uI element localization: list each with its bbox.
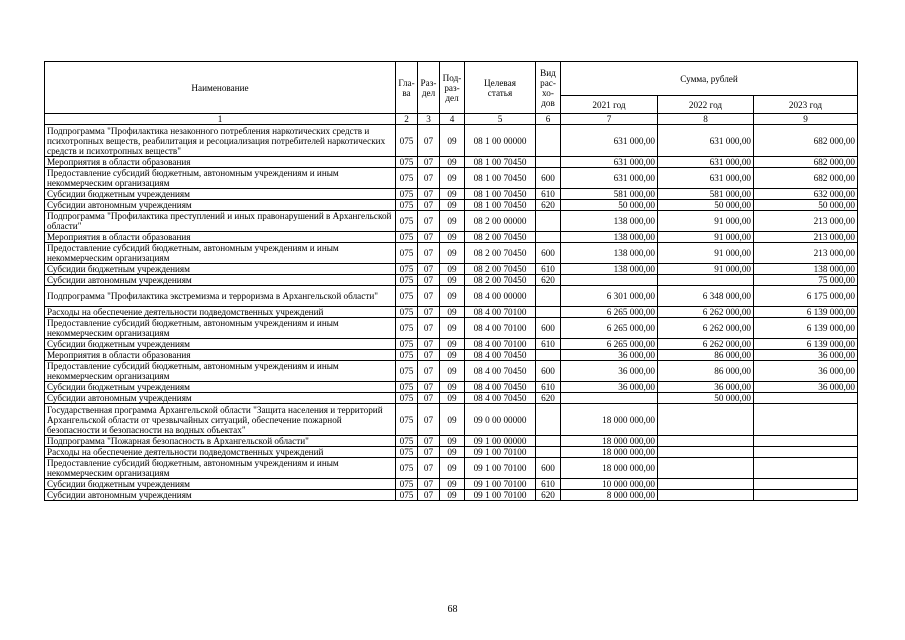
row-vid-cell: 610 bbox=[536, 264, 561, 275]
row-razdel-cell: 07 bbox=[418, 339, 440, 350]
row-name-cell: Мероприятия в области образования bbox=[45, 157, 396, 168]
row-target-cell: 08 4 00 70450 bbox=[465, 382, 536, 393]
row-amount-2021-cell: 10 000 000,00 bbox=[561, 479, 658, 490]
table-row bbox=[45, 361, 858, 382]
row-amount-2022-cell: 6 348 000,00 bbox=[658, 286, 754, 307]
row-vid-cell bbox=[536, 232, 561, 243]
row-name-cell: Предоставление субсидий бюджетным, автономным учреждениям и иным некоммерческим организациям bbox=[45, 361, 396, 382]
row-amount-2022-cell bbox=[658, 404, 754, 436]
row-vid-cell bbox=[536, 404, 561, 436]
row-target-cell: 08 4 00 00000 bbox=[465, 286, 536, 307]
row-name-cell: Подпрограмма "Пожарная безопасность в Архангельской области" bbox=[45, 436, 396, 447]
table-row bbox=[45, 189, 858, 200]
page-number: 68 bbox=[447, 604, 458, 615]
row-vid-cell: 610 bbox=[536, 189, 561, 200]
row-glava-cell: 075 bbox=[396, 232, 418, 243]
row-amount-2021-cell bbox=[561, 275, 658, 286]
row-target-cell: 09 1 00 70100 bbox=[465, 458, 536, 479]
row-podrazdel-cell: 09 bbox=[440, 307, 465, 318]
row-podrazdel-cell: 09 bbox=[440, 318, 465, 339]
row-razdel-cell: 07 bbox=[418, 393, 440, 404]
table-row bbox=[45, 243, 858, 264]
row-target-cell: 08 4 00 70100 bbox=[465, 318, 536, 339]
header-vid: Вид рас- хо- дов bbox=[536, 62, 561, 114]
row-glava-cell: 075 bbox=[396, 307, 418, 318]
column-number: 5 bbox=[465, 114, 536, 125]
table-row bbox=[45, 168, 858, 189]
row-target-cell: 09 1 00 70100 bbox=[465, 447, 536, 458]
row-target-cell: 09 0 00 00000 bbox=[465, 404, 536, 436]
row-target-cell: 08 4 00 70450 bbox=[465, 361, 536, 382]
row-name-cell: Субсидии бюджетным учреждениям bbox=[45, 339, 396, 350]
column-number: 8 bbox=[658, 114, 754, 125]
row-razdel-cell: 07 bbox=[418, 382, 440, 393]
row-name-cell: Расходы на обеспечение деятельности подведомственных учреждений bbox=[45, 307, 396, 318]
table-row bbox=[45, 458, 858, 479]
row-target-cell: 08 2 00 70450 bbox=[465, 243, 536, 264]
row-amount-2021-cell: 138 000,00 bbox=[561, 264, 658, 275]
row-amount-2023-cell: 6 139 000,00 bbox=[754, 339, 858, 350]
row-podrazdel-cell: 09 bbox=[440, 125, 465, 157]
row-razdel-cell: 07 bbox=[418, 404, 440, 436]
header-podrazdel: Под- раз- дел bbox=[440, 62, 465, 114]
row-name-cell: Государственная программа Архангельской области "Защита населения и территорий Архангельской области от чрезвычайных ситуаций, обеспечение пожарной безопасности и безопасности на водных объектах" bbox=[45, 404, 396, 436]
row-razdel-cell: 07 bbox=[418, 200, 440, 211]
row-podrazdel-cell: 09 bbox=[440, 393, 465, 404]
column-number: 7 bbox=[561, 114, 658, 125]
row-razdel-cell: 07 bbox=[418, 189, 440, 200]
row-podrazdel-cell: 09 bbox=[440, 243, 465, 264]
column-number: 6 bbox=[536, 114, 561, 125]
row-podrazdel-cell: 09 bbox=[440, 200, 465, 211]
header-name: Наименование bbox=[45, 62, 396, 114]
row-glava-cell: 075 bbox=[396, 318, 418, 339]
row-amount-2022-cell bbox=[658, 275, 754, 286]
row-razdel-cell: 07 bbox=[418, 350, 440, 361]
row-amount-2023-cell: 75 000,00 bbox=[754, 275, 858, 286]
column-number: 9 bbox=[754, 114, 858, 125]
row-podrazdel-cell: 09 bbox=[440, 339, 465, 350]
row-amount-2022-cell: 581 000,00 bbox=[658, 189, 754, 200]
header-sum: Сумма, рублей bbox=[561, 62, 858, 96]
row-amount-2022-cell bbox=[658, 436, 754, 447]
row-amount-2021-cell: 138 000,00 bbox=[561, 232, 658, 243]
row-amount-2022-cell: 91 000,00 bbox=[658, 243, 754, 264]
row-amount-2021-cell: 18 000 000,00 bbox=[561, 447, 658, 458]
row-name-cell: Предоставление субсидий бюджетным, автономным учреждениям и иным некоммерческим организациям bbox=[45, 458, 396, 479]
row-podrazdel-cell: 09 bbox=[440, 350, 465, 361]
table-row bbox=[45, 393, 858, 404]
row-amount-2023-cell: 682 000,00 bbox=[754, 168, 858, 189]
row-amount-2023-cell: 632 000,00 bbox=[754, 189, 858, 200]
row-target-cell: 08 4 00 70450 bbox=[465, 350, 536, 361]
row-razdel-cell: 07 bbox=[418, 490, 440, 501]
row-vid-cell: 620 bbox=[536, 275, 561, 286]
row-amount-2021-cell: 581 000,00 bbox=[561, 189, 658, 200]
row-amount-2023-cell: 682 000,00 bbox=[754, 125, 858, 157]
row-amount-2021-cell: 6 265 000,00 bbox=[561, 307, 658, 318]
row-razdel-cell: 07 bbox=[418, 361, 440, 382]
row-amount-2023-cell bbox=[754, 479, 858, 490]
table-body bbox=[45, 125, 858, 501]
table-row bbox=[45, 404, 858, 436]
row-amount-2022-cell: 6 262 000,00 bbox=[658, 307, 754, 318]
header-target: Целевая статья bbox=[465, 62, 536, 114]
row-amount-2022-cell: 91 000,00 bbox=[658, 211, 754, 232]
row-amount-2021-cell: 138 000,00 bbox=[561, 211, 658, 232]
table-row bbox=[45, 307, 858, 318]
row-amount-2022-cell: 631 000,00 bbox=[658, 168, 754, 189]
row-name-cell: Субсидии бюджетным учреждениям bbox=[45, 189, 396, 200]
row-name-cell: Расходы на обеспечение деятельности подведомственных учреждений bbox=[45, 447, 396, 458]
row-name-cell: Мероприятия в области образования bbox=[45, 232, 396, 243]
row-amount-2022-cell bbox=[658, 447, 754, 458]
row-amount-2021-cell: 18 000 000,00 bbox=[561, 436, 658, 447]
row-amount-2023-cell bbox=[754, 404, 858, 436]
row-razdel-cell: 07 bbox=[418, 436, 440, 447]
table-row bbox=[45, 264, 858, 275]
row-target-cell: 08 4 00 70100 bbox=[465, 339, 536, 350]
row-amount-2023-cell: 36 000,00 bbox=[754, 350, 858, 361]
row-glava-cell: 075 bbox=[396, 458, 418, 479]
row-vid-cell bbox=[536, 436, 561, 447]
column-number: 4 bbox=[440, 114, 465, 125]
row-podrazdel-cell: 09 bbox=[440, 458, 465, 479]
row-glava-cell: 075 bbox=[396, 168, 418, 189]
row-target-cell: 08 2 00 00000 bbox=[465, 211, 536, 232]
header-glava: Гла- ва bbox=[396, 62, 418, 114]
row-vid-cell: 600 bbox=[536, 361, 561, 382]
row-vid-cell bbox=[536, 211, 561, 232]
row-glava-cell: 075 bbox=[396, 350, 418, 361]
row-vid-cell: 620 bbox=[536, 200, 561, 211]
row-glava-cell: 075 bbox=[396, 447, 418, 458]
row-razdel-cell: 07 bbox=[418, 243, 440, 264]
row-amount-2021-cell: 631 000,00 bbox=[561, 157, 658, 168]
row-target-cell: 08 4 00 70450 bbox=[465, 393, 536, 404]
row-amount-2022-cell: 86 000,00 bbox=[658, 361, 754, 382]
row-vid-cell bbox=[536, 350, 561, 361]
row-vid-cell: 610 bbox=[536, 339, 561, 350]
table-row bbox=[45, 490, 858, 501]
row-amount-2023-cell: 36 000,00 bbox=[754, 382, 858, 393]
table-row bbox=[45, 479, 858, 490]
row-name-cell: Предоставление субсидий бюджетным, автономным учреждениям и иным некоммерческим организациям bbox=[45, 168, 396, 189]
column-number: 3 bbox=[418, 114, 440, 125]
row-razdel-cell: 07 bbox=[418, 168, 440, 189]
row-amount-2022-cell: 6 262 000,00 bbox=[658, 318, 754, 339]
row-vid-cell bbox=[536, 447, 561, 458]
table-row bbox=[45, 275, 858, 286]
row-glava-cell: 075 bbox=[396, 382, 418, 393]
row-razdel-cell: 07 bbox=[418, 264, 440, 275]
row-podrazdel-cell: 09 bbox=[440, 168, 465, 189]
row-amount-2022-cell: 631 000,00 bbox=[658, 125, 754, 157]
row-amount-2021-cell: 631 000,00 bbox=[561, 125, 658, 157]
row-amount-2023-cell: 36 000,00 bbox=[754, 361, 858, 382]
row-podrazdel-cell: 09 bbox=[440, 157, 465, 168]
row-target-cell: 08 1 00 00000 bbox=[465, 125, 536, 157]
row-podrazdel-cell: 09 bbox=[440, 479, 465, 490]
table-row bbox=[45, 382, 858, 393]
row-razdel-cell: 07 bbox=[418, 286, 440, 307]
row-vid-cell: 600 bbox=[536, 458, 561, 479]
row-amount-2021-cell: 8 000 000,00 bbox=[561, 490, 658, 501]
table-row bbox=[45, 436, 858, 447]
row-razdel-cell: 07 bbox=[418, 458, 440, 479]
row-podrazdel-cell: 09 bbox=[440, 404, 465, 436]
row-amount-2021-cell: 631 000,00 bbox=[561, 168, 658, 189]
row-vid-cell: 600 bbox=[536, 243, 561, 264]
row-amount-2023-cell: 6 175 000,00 bbox=[754, 286, 858, 307]
row-name-cell: Субсидии бюджетным учреждениям bbox=[45, 479, 396, 490]
row-razdel-cell: 07 bbox=[418, 318, 440, 339]
row-podrazdel-cell: 09 bbox=[440, 264, 465, 275]
row-amount-2022-cell: 36 000,00 bbox=[658, 382, 754, 393]
row-razdel-cell: 07 bbox=[418, 157, 440, 168]
row-razdel-cell: 07 bbox=[418, 447, 440, 458]
row-razdel-cell: 07 bbox=[418, 307, 440, 318]
row-razdel-cell: 07 bbox=[418, 125, 440, 157]
row-glava-cell: 075 bbox=[396, 436, 418, 447]
row-amount-2021-cell: 6 265 000,00 bbox=[561, 318, 658, 339]
header-razdel: Раз- дел bbox=[418, 62, 440, 114]
budget-table bbox=[44, 61, 858, 501]
table-row bbox=[45, 286, 858, 307]
row-podrazdel-cell: 09 bbox=[440, 211, 465, 232]
row-glava-cell: 075 bbox=[396, 125, 418, 157]
row-amount-2022-cell: 91 000,00 bbox=[658, 264, 754, 275]
row-podrazdel-cell: 09 bbox=[440, 275, 465, 286]
row-target-cell: 08 2 00 70450 bbox=[465, 232, 536, 243]
row-razdel-cell: 07 bbox=[418, 211, 440, 232]
row-glava-cell: 075 bbox=[396, 479, 418, 490]
header-year-2021: 2021 год bbox=[561, 96, 658, 114]
row-amount-2023-cell: 138 000,00 bbox=[754, 264, 858, 275]
row-podrazdel-cell: 09 bbox=[440, 232, 465, 243]
row-vid-cell: 620 bbox=[536, 393, 561, 404]
row-glava-cell: 075 bbox=[396, 393, 418, 404]
row-vid-cell: 610 bbox=[536, 382, 561, 393]
row-glava-cell: 075 bbox=[396, 275, 418, 286]
row-amount-2021-cell: 6 265 000,00 bbox=[561, 339, 658, 350]
row-glava-cell: 075 bbox=[396, 243, 418, 264]
table-row bbox=[45, 232, 858, 243]
row-glava-cell: 075 bbox=[396, 361, 418, 382]
row-vid-cell bbox=[536, 157, 561, 168]
row-name-cell: Подпрограмма "Профилактика незаконного потребления наркотических средств и психотропных веществ, реабилитация и ресоциализация потребителей наркотических средств и психотропных веществ" bbox=[45, 125, 396, 157]
row-glava-cell: 075 bbox=[396, 404, 418, 436]
row-amount-2023-cell bbox=[754, 490, 858, 501]
row-name-cell: Подпрограмма "Профилактика экстремизма и терроризма в Архангельской области" bbox=[45, 286, 396, 307]
row-name-cell: Предоставление субсидий бюджетным, автономным учреждениям и иным некоммерческим организациям bbox=[45, 243, 396, 264]
row-amount-2022-cell: 6 262 000,00 bbox=[658, 339, 754, 350]
row-glava-cell: 075 bbox=[396, 157, 418, 168]
row-name-cell: Мероприятия в области образования bbox=[45, 350, 396, 361]
row-glava-cell: 075 bbox=[396, 286, 418, 307]
row-amount-2023-cell bbox=[754, 436, 858, 447]
row-razdel-cell: 07 bbox=[418, 479, 440, 490]
row-target-cell: 09 1 00 00000 bbox=[465, 436, 536, 447]
row-target-cell: 08 1 00 70450 bbox=[465, 189, 536, 200]
row-amount-2023-cell: 682 000,00 bbox=[754, 157, 858, 168]
row-amount-2022-cell: 91 000,00 bbox=[658, 232, 754, 243]
row-vid-cell bbox=[536, 307, 561, 318]
row-glava-cell: 075 bbox=[396, 339, 418, 350]
row-amount-2022-cell: 50 000,00 bbox=[658, 200, 754, 211]
row-amount-2021-cell: 36 000,00 bbox=[561, 382, 658, 393]
row-name-cell: Предоставление субсидий бюджетным, автономным учреждениям и иным некоммерческим организациям bbox=[45, 318, 396, 339]
row-target-cell: 08 4 00 70100 bbox=[465, 307, 536, 318]
row-amount-2021-cell bbox=[561, 393, 658, 404]
row-amount-2021-cell: 138 000,00 bbox=[561, 243, 658, 264]
row-vid-cell: 600 bbox=[536, 168, 561, 189]
column-number: 1 bbox=[45, 114, 396, 125]
row-target-cell: 08 1 00 70450 bbox=[465, 168, 536, 189]
row-vid-cell bbox=[536, 286, 561, 307]
row-amount-2021-cell: 18 000 000,00 bbox=[561, 458, 658, 479]
row-name-cell: Субсидии автономным учреждениям bbox=[45, 200, 396, 211]
table-row bbox=[45, 339, 858, 350]
table-row bbox=[45, 350, 858, 361]
row-target-cell: 08 1 00 70450 bbox=[465, 200, 536, 211]
row-vid-cell bbox=[536, 125, 561, 157]
table-row bbox=[45, 125, 858, 157]
table-row bbox=[45, 318, 858, 339]
row-amount-2023-cell bbox=[754, 393, 858, 404]
row-podrazdel-cell: 09 bbox=[440, 361, 465, 382]
row-amount-2021-cell: 36 000,00 bbox=[561, 350, 658, 361]
row-amount-2021-cell: 36 000,00 bbox=[561, 361, 658, 382]
row-target-cell: 09 1 00 70100 bbox=[465, 479, 536, 490]
row-vid-cell: 610 bbox=[536, 479, 561, 490]
row-name-cell: Субсидии автономным учреждениям bbox=[45, 490, 396, 501]
row-amount-2022-cell bbox=[658, 479, 754, 490]
row-amount-2023-cell: 213 000,00 bbox=[754, 232, 858, 243]
row-razdel-cell: 07 bbox=[418, 275, 440, 286]
table-row bbox=[45, 211, 858, 232]
header-year-2022: 2022 год bbox=[658, 96, 754, 114]
row-amount-2023-cell bbox=[754, 447, 858, 458]
row-glava-cell: 075 bbox=[396, 490, 418, 501]
row-podrazdel-cell: 09 bbox=[440, 490, 465, 501]
row-amount-2023-cell bbox=[754, 458, 858, 479]
row-name-cell: Субсидии автономным учреждениям bbox=[45, 275, 396, 286]
table-row bbox=[45, 157, 858, 168]
row-amount-2023-cell: 6 139 000,00 bbox=[754, 307, 858, 318]
row-glava-cell: 075 bbox=[396, 264, 418, 275]
row-podrazdel-cell: 09 bbox=[440, 286, 465, 307]
row-glava-cell: 075 bbox=[396, 211, 418, 232]
row-amount-2021-cell: 50 000,00 bbox=[561, 200, 658, 211]
column-number-row bbox=[45, 114, 858, 125]
row-name-cell: Субсидии бюджетным учреждениям bbox=[45, 382, 396, 393]
row-amount-2022-cell bbox=[658, 458, 754, 479]
row-amount-2023-cell: 50 000,00 bbox=[754, 200, 858, 211]
table-row bbox=[45, 200, 858, 211]
row-amount-2021-cell: 6 301 000,00 bbox=[561, 286, 658, 307]
row-amount-2023-cell: 213 000,00 bbox=[754, 243, 858, 264]
row-amount-2022-cell: 631 000,00 bbox=[658, 157, 754, 168]
row-podrazdel-cell: 09 bbox=[440, 189, 465, 200]
row-amount-2023-cell: 213 000,00 bbox=[754, 211, 858, 232]
row-podrazdel-cell: 09 bbox=[440, 436, 465, 447]
row-amount-2022-cell: 50 000,00 bbox=[658, 393, 754, 404]
row-name-cell: Субсидии автономным учреждениям bbox=[45, 393, 396, 404]
table-row bbox=[45, 447, 858, 458]
row-podrazdel-cell: 09 bbox=[440, 382, 465, 393]
row-target-cell: 09 1 00 70100 bbox=[465, 490, 536, 501]
row-target-cell: 08 1 00 70450 bbox=[465, 157, 536, 168]
row-glava-cell: 075 bbox=[396, 189, 418, 200]
row-amount-2023-cell: 6 139 000,00 bbox=[754, 318, 858, 339]
header-year-2023: 2023 год bbox=[754, 96, 858, 114]
row-razdel-cell: 07 bbox=[418, 232, 440, 243]
row-target-cell: 08 2 00 70450 bbox=[465, 275, 536, 286]
row-name-cell: Субсидии бюджетным учреждениям bbox=[45, 264, 396, 275]
row-vid-cell: 600 bbox=[536, 318, 561, 339]
row-vid-cell: 620 bbox=[536, 490, 561, 501]
row-target-cell: 08 2 00 70450 bbox=[465, 264, 536, 275]
row-amount-2022-cell bbox=[658, 490, 754, 501]
column-number: 2 bbox=[396, 114, 418, 125]
row-name-cell: Подпрограмма "Профилактика преступлений и иных правонарушений в Архангельской области" bbox=[45, 211, 396, 232]
row-amount-2021-cell: 18 000 000,00 bbox=[561, 404, 658, 436]
row-amount-2022-cell: 86 000,00 bbox=[658, 350, 754, 361]
row-podrazdel-cell: 09 bbox=[440, 447, 465, 458]
row-glava-cell: 075 bbox=[396, 200, 418, 211]
